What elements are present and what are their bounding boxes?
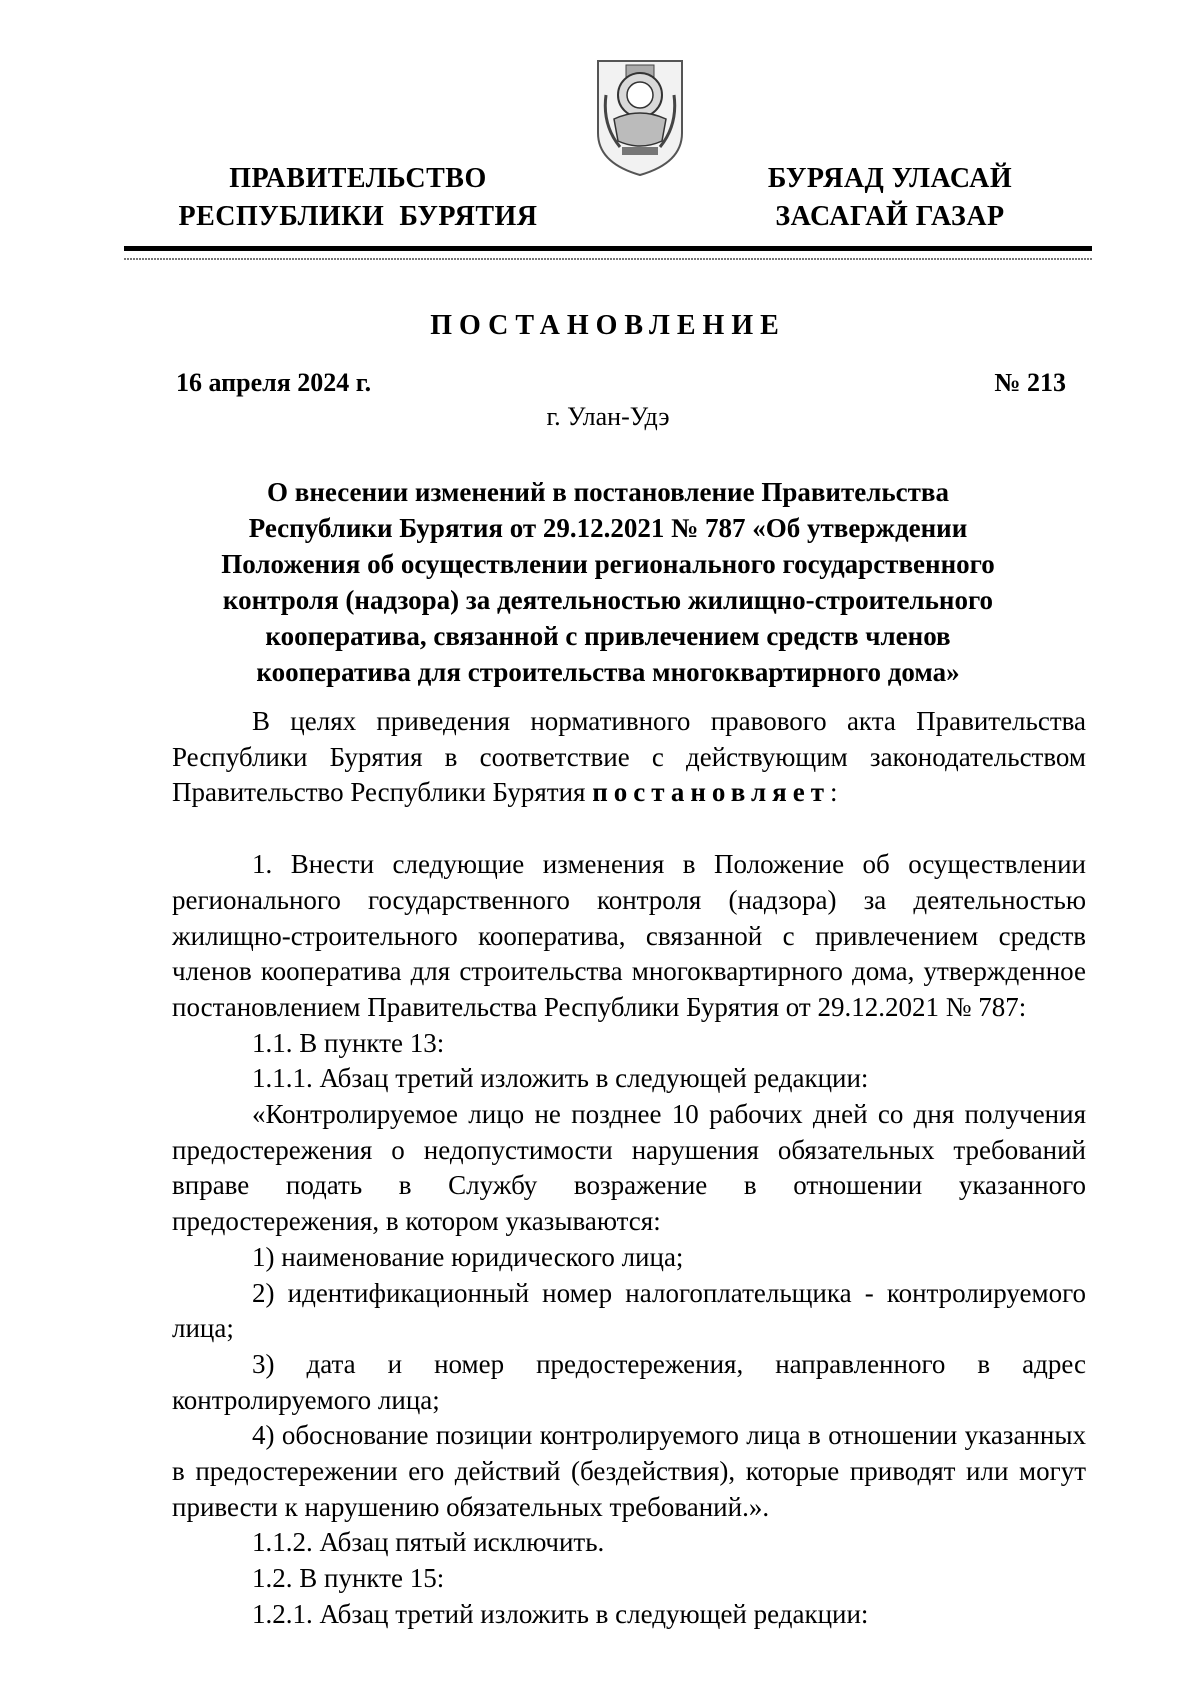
body-paragraph: 1) наименование юридического лица; xyxy=(252,1241,684,1272)
body-paragraph: 1.1.1. Абзац третий изложить в следующей редакции: xyxy=(252,1063,869,1094)
preamble-end: : xyxy=(829,777,838,808)
title-line: кооператива, связанной с привлечением средств членов xyxy=(265,621,951,651)
body-paragraph: 4) обоснование позиции контролируемого лица в отношении указанных в предостережении его действий (бездействия), которые приводят или могут привести к нарушению обязательных требований.». xyxy=(172,1420,1086,1522)
preamble-paragraph xyxy=(172,704,1086,811)
decree-word: постановляет xyxy=(592,777,830,808)
body-paragraph: 1.1. В пункте 13: xyxy=(252,1027,445,1058)
org-right-line2: ЗАСАГАЙ ГАЗАР xyxy=(775,201,1005,232)
organization-name-russian xyxy=(168,160,548,236)
title-line: Положения об осуществлении регионального государственного xyxy=(221,549,995,579)
document-date: 16 апреля 2024 г. xyxy=(176,368,372,397)
body-paragraph: 2) идентификационный номер налогоплательщика - контролируемого лица; xyxy=(172,1277,1086,1344)
body-paragraph: «Контролируемое лицо не позднее 10 рабочих дней со дня получения предостережения о недопустимости нарушения обязательных требований вправе подать в Службу возражение в отношении указанного предостережения, в котором указываются: xyxy=(172,1099,1086,1237)
body-paragraph: 1.2.1. Абзац третий изложить в следующей редакции: xyxy=(252,1598,869,1629)
title-line: О внесении изменений в постановление Правительства xyxy=(267,477,949,507)
title-line: кооператива для строительства многоквартирного дома» xyxy=(256,657,960,687)
body-paragraph: 3) дата и номер предостережения, направленного в адрес контролируемого лица; xyxy=(172,1348,1086,1415)
document-body xyxy=(172,704,1086,1633)
paragraph-gap xyxy=(172,811,1086,847)
document-type: ПОСТАНОВЛЕНИЕ xyxy=(430,310,786,341)
organization-name-buryat xyxy=(740,160,1040,236)
header-divider-thick xyxy=(124,246,1092,251)
org-left-line2: РЕСПУБЛИКИ БУРЯТИЯ xyxy=(178,201,538,232)
header-divider-thin xyxy=(124,258,1092,260)
coat-of-arms-icon xyxy=(592,55,688,179)
document-title xyxy=(140,474,1076,690)
title-line: контроля (надзора) за деятельностью жилищно-строительного xyxy=(222,585,994,615)
body-paragraph: 1.1.2. Абзац пятый исключить. xyxy=(252,1527,605,1558)
body-paragraph: 1.2. В пункте 15: xyxy=(252,1563,445,1594)
body-paragraph: 1. Внести следующие изменения в Положение об осуществлении регионального государственного контроля (надзора) за деятельностью жилищно-строительного кооператива, связанной с привлечением средств членов кооператива для строительства многоквартирного дома, утвержденное постановлением Правительства Республики Бурятия от 29.12.2021 № 787: xyxy=(172,849,1086,1022)
title-line: Республики Бурятия от 29.12.2021 № 787 «Об утверждении xyxy=(248,513,968,543)
org-left-line1: ПРАВИТЕЛЬСТВО xyxy=(229,163,487,194)
preamble-text: В целях приведения нормативного правового акта Правительства Республики Бурятия в соответствие с действующим законодательством Правительство Республики Бурятия xyxy=(172,706,1086,808)
org-right-line1: БУРЯАД УЛАСАЙ xyxy=(767,163,1013,194)
document-city: г. Улан-Удэ xyxy=(546,402,670,431)
document-number: № 213 xyxy=(994,368,1066,397)
